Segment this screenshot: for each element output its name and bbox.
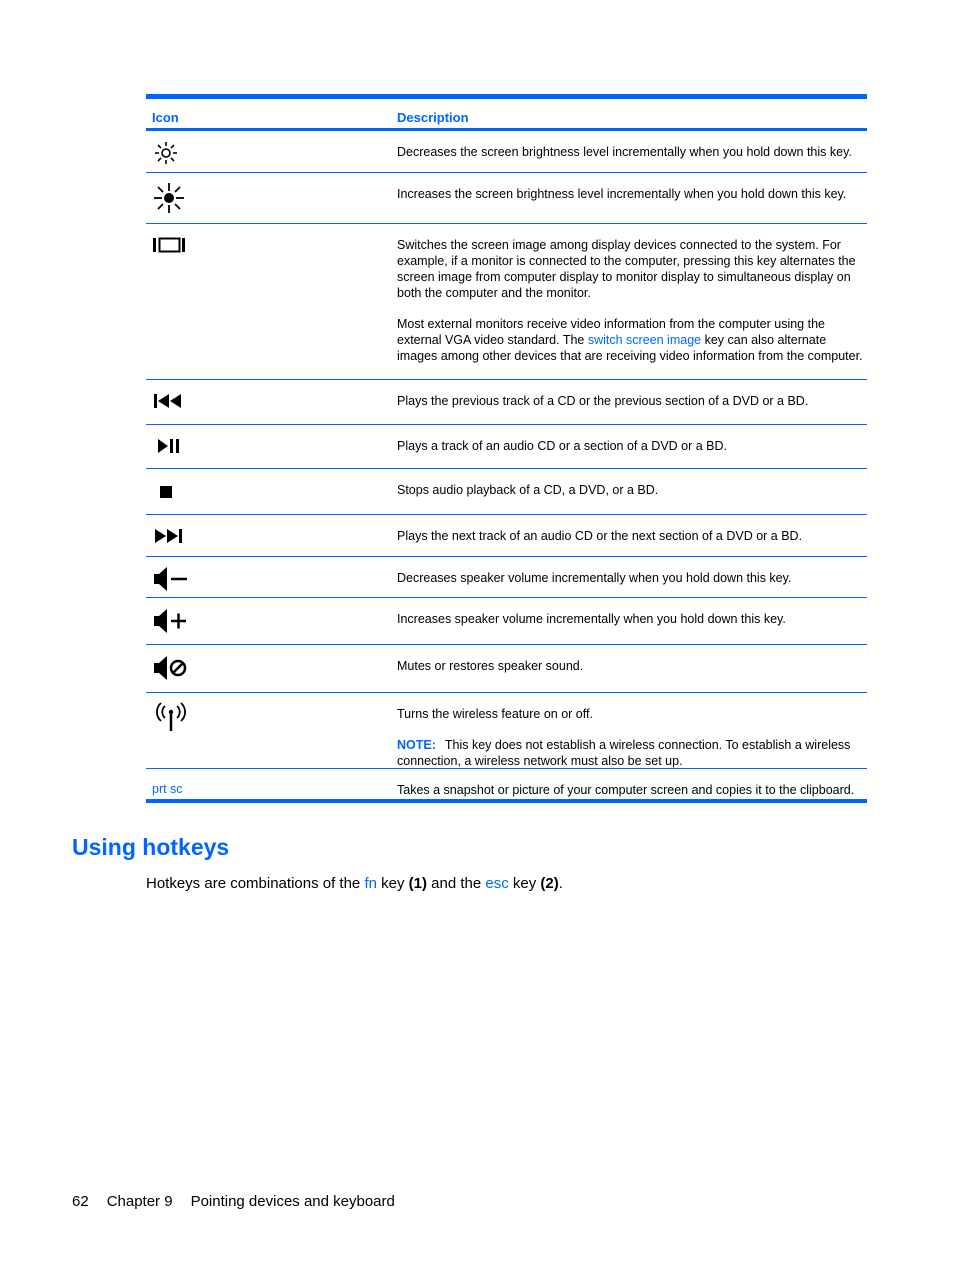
fn-key: fn — [364, 875, 377, 892]
chapter-title: Pointing devices and keyboard — [190, 1193, 395, 1210]
chapter-label: Chapter 9 — [106, 1193, 173, 1210]
switch-screen-icon — [152, 232, 192, 268]
switch-screen-image-link: switch screen image — [587, 333, 702, 347]
row-description: Decreases speaker volume incrementally when you hold down this key. — [397, 571, 792, 585]
brightness-down-icon — [152, 139, 192, 175]
row-description: Increases speaker volume incrementally when you hold down this key. — [397, 612, 786, 626]
table-row — [146, 515, 867, 557]
row-description: Takes a snapshot or picture of your computer screen and copies it to the clipboard. — [397, 783, 855, 797]
table-row — [146, 693, 867, 769]
section-heading: Using hotkeys — [72, 834, 230, 860]
table-row — [146, 598, 867, 645]
page-footer — [72, 1193, 395, 1210]
table-row — [146, 173, 867, 224]
volume-down-icon — [152, 565, 192, 601]
key-callout-1: (1) — [408, 875, 427, 892]
header-description: Description — [397, 110, 469, 125]
row-description: Plays the next track of an audio CD or the next section of a DVD or a BD. — [397, 529, 803, 543]
row-description: Stops audio playback of a CD, a DVD, or a BD. — [397, 483, 659, 497]
table-row — [146, 425, 867, 469]
row-description-extra: Most external monitors receive video information from the computer using the external VGA video standard. The switch screen image key can also alternate images among other devices that are receiving video information from the computer. — [397, 317, 863, 363]
table-row — [146, 769, 867, 799]
table-row — [146, 645, 867, 693]
key-callout-2: (2) — [540, 875, 559, 892]
row-description: Plays the previous track of a CD or the previous section of a DVD or a BD. — [397, 394, 809, 408]
prt-sc-key-label: prt sc — [152, 782, 183, 796]
row-description: Switches the screen image among display devices connected to the system. For example, if a monitor is connected to the computer, pressing this key alternates the screen image from computer display to monitor display to simultaneous display on both the computer and the monitor. — [397, 238, 856, 300]
page-number: 62 — [72, 1193, 89, 1210]
header-icon: Icon — [152, 110, 179, 125]
note-text: This key does not establish a wireless connection. To establish a wireless connection, a wireless network must also be set up. — [397, 738, 851, 768]
note-label: NOTE: — [397, 738, 436, 752]
row-description: Mutes or restores speaker sound. — [397, 659, 584, 673]
row-description: Decreases the screen brightness level incrementally when you hold down this key. — [397, 145, 852, 159]
function-key-table — [146, 94, 867, 803]
next-track-icon — [152, 523, 192, 559]
esc-key: esc — [485, 875, 509, 892]
row-description: Turns the wireless feature on or off. — [397, 707, 593, 721]
brightness-up-icon — [152, 181, 192, 217]
intro-paragraph: Hotkeys are combinations of the fn key (1) and the esc key (2). — [146, 875, 563, 892]
volume-up-icon — [152, 606, 192, 642]
table-row — [146, 469, 867, 515]
table-row — [146, 131, 867, 173]
table-header — [146, 99, 867, 131]
table-row — [146, 557, 867, 598]
stop-icon — [152, 477, 192, 513]
table-row — [146, 380, 867, 425]
mute-icon — [152, 653, 192, 689]
play-pause-icon — [152, 433, 192, 469]
row-description: Plays a track of an audio CD or a section of a DVD or a BD. — [397, 439, 728, 453]
table-row — [146, 224, 867, 380]
previous-track-icon — [152, 388, 192, 424]
row-description: Increases the screen brightness level incrementally when you hold down this key. — [397, 187, 847, 201]
note — [397, 737, 863, 769]
wireless-icon — [152, 701, 192, 737]
